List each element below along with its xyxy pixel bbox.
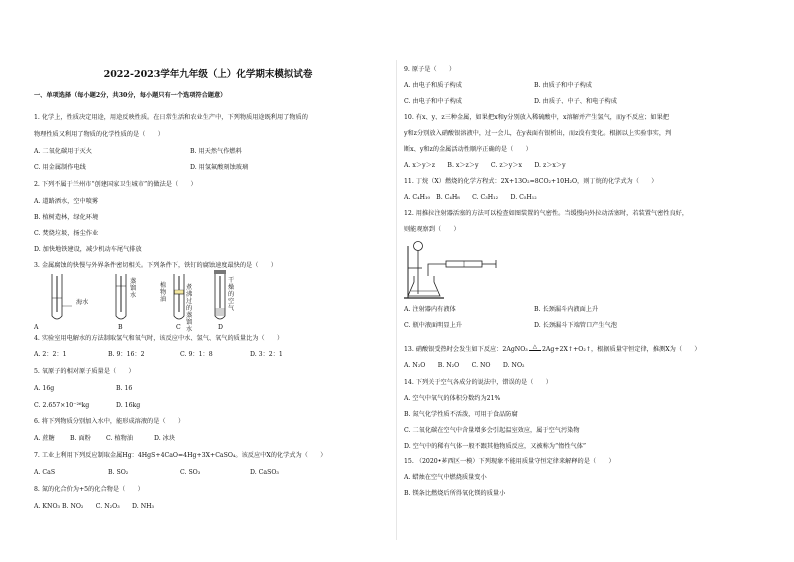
q3-stem: 3. 金属腐蚀的快慢与外界条件密切相关。下列条件下，铁钉的腐蚀速度最快的是（ ） bbox=[34, 262, 277, 269]
q12-stem-line2: 则能观察到（ ） bbox=[404, 226, 460, 233]
q1-option-a: A. 二氧化碳用于灭火 bbox=[34, 148, 92, 155]
q7-option-a: A. CaS bbox=[34, 469, 56, 476]
q3-label-seawater: 海水 bbox=[76, 299, 89, 306]
q14-option-b: B. 氮气化学性质不活泼，可用于食品防腐 bbox=[404, 411, 518, 418]
q13-stem-pre: 13. 硝酸银受热时会发生如下反应：2AgNO₃ bbox=[404, 346, 528, 353]
q7-option-c: C. SO₃ bbox=[180, 469, 201, 476]
tube-a bbox=[52, 274, 72, 319]
q5-option-c: C. 2.657×10⁻²⁶kg bbox=[34, 402, 90, 409]
q2-option-d: D. 加快地铁建设，减少机动车尾气排放 bbox=[34, 246, 142, 253]
q14-stem: 14. 下列关于空气各成分的说法中，错误的是（ ） bbox=[404, 379, 552, 386]
q10-stem-line2: y和z分别放入硝酸银溶液中，过一会儿，在y表面有银析出，而z没有变化。根据以上实验事实，判 bbox=[404, 130, 672, 137]
column-divider bbox=[396, 60, 397, 540]
page-title: 2022-2023学年九年级（上）化学期末模拟试卷 bbox=[103, 69, 313, 80]
q1-option-d: D. 用氢氟酸刻蚀玻璃 bbox=[190, 164, 249, 171]
q6-option-d: D. 冰块 bbox=[154, 435, 176, 442]
q12-option-d: D. 长颈漏斗下端管口产生气泡 bbox=[534, 322, 617, 329]
q11-stem: 11. 丁烷（X）燃烧的化学方程式：2X+13O₂=8CO₂+10H₂O，则丁烷的化学式为（ ） bbox=[404, 178, 658, 185]
q9-option-b: B. 由质子和中子构成 bbox=[534, 82, 592, 89]
q15-option-a: A. 蜡烛在空气中燃烧质量变小 bbox=[404, 474, 487, 481]
q2-option-b: B. 植树造林，绿化环境 bbox=[34, 214, 99, 221]
q15-option-b: B. 镁条比燃烧后所得氧化镁的质量小 bbox=[404, 490, 506, 497]
q4-stem: 4. 实验室用电解水的方法制取氢气和氧气时，该反应中水、氢气、氧气的质量比为（ ） bbox=[34, 335, 284, 342]
q8-options: A. KNO₃ B. NO₂ C. N₂O₃ D. NH₃ bbox=[34, 503, 155, 510]
q3-option-a: A bbox=[34, 324, 39, 331]
tube-d bbox=[214, 270, 226, 319]
q1-stem-line1: 1. 化学上，性质决定用途，用途反映性质。在日常生活和农业生产中，下列物质用途既利用了物质的 bbox=[34, 114, 308, 121]
q3-option-c: C bbox=[176, 324, 181, 331]
q3-label-distilled-water: 蒸馏水 bbox=[130, 278, 137, 299]
q9-option-a: A. 由电子和质子构成 bbox=[404, 82, 462, 89]
q4-option-a: A. 2：2：1 bbox=[34, 351, 67, 358]
q13-stem-post: 2Ag+2X↑+O₂↑，根据质量守恒定律，推测X为（ ） bbox=[542, 346, 701, 353]
q4-option-b: B. 9：16：2 bbox=[108, 351, 145, 358]
q1-stem-line2: 物理性质又利用了物质的化学性质的是（ ） bbox=[34, 131, 164, 138]
q13-condition: △ bbox=[529, 344, 541, 351]
q9-stem: 9. 原子是（ ） bbox=[404, 66, 456, 73]
q5-option-a: A. 16g bbox=[34, 385, 55, 392]
q9-option-c: C. 由电子和中子构成 bbox=[404, 98, 462, 105]
q3-label-vegetable-oil: 植物油 bbox=[160, 282, 167, 303]
q6-option-c: C. 植物油 bbox=[106, 435, 134, 442]
q13-options: A. N₂O B. N₂O C. NO D. NO₂ bbox=[404, 362, 525, 369]
q4-option-c: C. 9：1：8 bbox=[180, 351, 213, 358]
q6-option-b: B. 面粉 bbox=[70, 435, 91, 442]
q12-option-a: A. 注射器内有液体 bbox=[404, 306, 456, 313]
q15-stem: 15. （2020•芗西区一模）下列现象不能用质量守恒定律来解释的是（ ） bbox=[404, 458, 615, 465]
q10-stem-line3: 断x、y和z的金属活动性顺序正确的是（ ） bbox=[404, 146, 532, 153]
q9-option-d: D. 由质子、中子、和电子构成 bbox=[534, 98, 617, 105]
q5-option-d: D. 16kg bbox=[116, 402, 141, 409]
q12-option-b: B. 长颈漏斗内液面上升 bbox=[534, 306, 599, 313]
q6-option-a: A. 蔗糖 bbox=[34, 435, 55, 442]
q6-stem: 6. 将下列物质分别加入水中，能形成溶液的是（ ） bbox=[34, 418, 185, 425]
q2-option-a: A. 道路洒水，空中喷雾 bbox=[34, 198, 99, 205]
q12-option-c: C. 瓶中液面明显上升 bbox=[404, 322, 462, 329]
q8-stem: 8. 氮的化合价为+5的化合物是（ ） bbox=[34, 486, 144, 493]
q1-option-b: B. 用天然气作燃料 bbox=[190, 148, 242, 155]
q3-test-tube-figure bbox=[34, 270, 284, 326]
q12-stem-line1: 12. 用推拉注射器活塞的方法可以检查如图装置的气密性。当缓慢向外拉动活塞时，若装置气密性良好， bbox=[404, 210, 689, 217]
q14-option-d: D. 空气中的稀有气体一般不跟其他物质反应，又被称为“惰性气体” bbox=[404, 443, 587, 450]
q13-stem bbox=[404, 344, 701, 354]
q14-option-c: C. 二氧化碳在空气中含量增多会引起温室效应，属于空气污染物 bbox=[404, 427, 580, 434]
tube-b bbox=[116, 274, 126, 319]
q4-option-d: D. 3：2：1 bbox=[250, 351, 283, 358]
q7-stem: 7. 工业上利用下列反应制取金属Hg：4HgS+4CaO=4Hg+3X+CaSO₄。该反应中X的化学式为（ ） bbox=[34, 452, 327, 459]
q2-option-c: C. 焚烧垃圾，扬尘作业 bbox=[34, 230, 99, 237]
q11-options: A. C₄H₁₀ B. C₄H₈ C. C₃H₁₂ D. C₅H₁₂ bbox=[404, 194, 537, 201]
q10-options: A. x＞y＞z B. x＞z＞y C. z＞y＞x D. z＞x＞y bbox=[404, 162, 566, 169]
q7-option-d: D. CaSO₃ bbox=[250, 469, 279, 476]
q3-label-dry-air: 干燥的空气 bbox=[228, 277, 235, 312]
tube-c bbox=[174, 274, 184, 319]
q12-apparatus-figure bbox=[404, 236, 500, 302]
q14-option-a: A. 空气中氧气的体积分数约为21% bbox=[404, 395, 501, 402]
q3-option-b: B bbox=[118, 324, 123, 331]
q5-option-b: B. 16 bbox=[116, 385, 133, 392]
q7-option-b: B. SO₂ bbox=[108, 469, 129, 476]
q5-stem: 5. 氧原子的相对原子质量是（ ） bbox=[34, 368, 135, 375]
q1-option-c: C. 用金属制作电线 bbox=[34, 164, 86, 171]
q3-option-d: D bbox=[218, 324, 223, 331]
section-heading: 一、单项选择（每小题2分，共30分，每小题只有一个选项符合题意） bbox=[34, 92, 227, 99]
q2-stem: 2. 下列不属于兰州市“创建国家卫生城市”的做法是（ ） bbox=[34, 181, 197, 188]
q10-stem-line1: 10. 有x、y、z三种金属，如果把x和y分别放入稀硫酸中，x溶解并产生氢气，而y不反应；如果把 bbox=[404, 114, 669, 121]
q3-label-boiled-water: 煮沸过的蒸馏水 bbox=[186, 284, 193, 333]
